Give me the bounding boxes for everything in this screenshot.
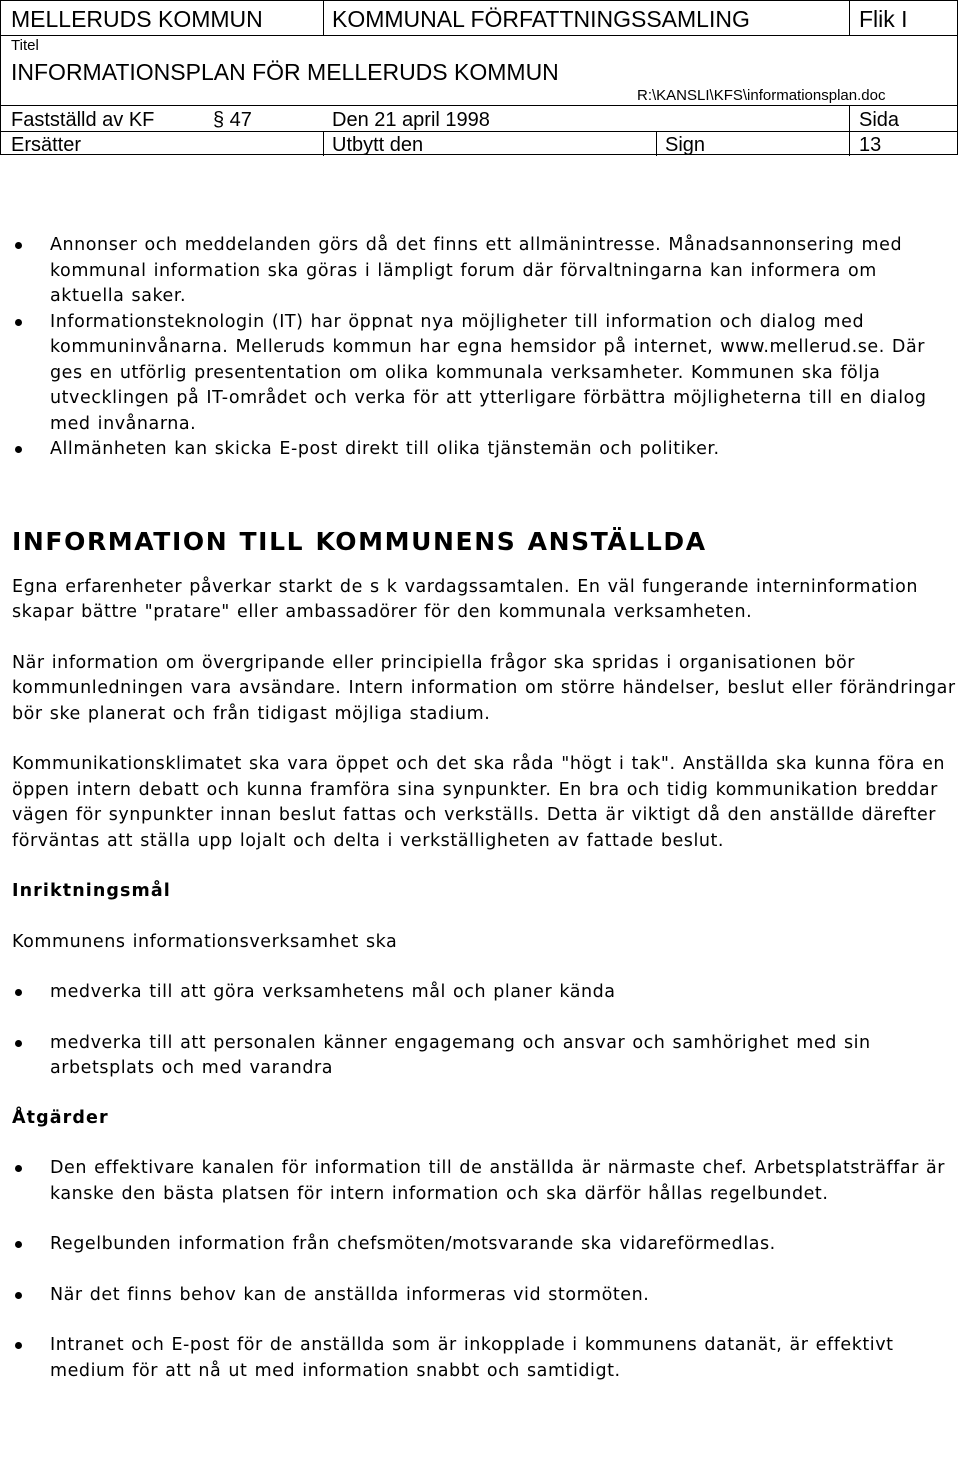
header-row-4 <box>1 133 957 157</box>
page-number: 13 <box>859 134 882 156</box>
list-item: Intranet och E-post för de anställda som är inkopplade i kommunens datanät, är effektivt medium för att nå ut med information snabbt och samtidigt. <box>12 1333 957 1384</box>
file-path: R:\KANSLI\KFS\informationsplan.doc <box>637 87 886 104</box>
document-header <box>0 0 958 155</box>
fastst-label: Fastställd av KF <box>11 109 155 131</box>
list-item: När det finns behov kan de anställda informeras vid stormöten. <box>12 1283 957 1309</box>
paragraph: Egna erfarenheter påverkar starkt de s k vardagssamtalen. En väl fungerande interninformation skapar bättre "pratare" eller ambassadörer för den kommunala verksamheten. <box>12 576 918 622</box>
list-item: Allmänheten kan skicka E-post direkt till olika tjänstemän och politiker. <box>12 437 957 463</box>
bullet-icon <box>15 1241 22 1248</box>
bullet-icon <box>15 989 22 996</box>
header-divider <box>1 35 957 36</box>
utbytt-label: Utbytt den <box>332 134 424 156</box>
header-divider <box>1 105 957 106</box>
bullet-icon <box>15 446 22 453</box>
list-item: Regelbunden information från chefsmöten/motsvarande ska vidareförmedlas. <box>12 1232 957 1258</box>
header-row-1 <box>1 5 957 33</box>
header-divider <box>1 131 957 132</box>
collection-name: KOMMUNAL FÖRFATTNINGSSAMLING <box>332 6 750 32</box>
list-item: Den effektivare kanalen för information till de anställda är närmaste chef. Arbetsplatsträffar är kanske den bästa platsen för intern information och ska därför hållas regelbundet. <box>12 1156 957 1207</box>
goals-list <box>12 980 957 1082</box>
org-name: MELLERUDS KOMMUN <box>11 6 263 32</box>
bullet-icon <box>15 242 22 249</box>
actions-heading: Åtgärder <box>12 1107 109 1128</box>
goals-heading: Inriktningsmål <box>12 881 171 901</box>
bullet-icon <box>15 1292 22 1299</box>
bullet-icon <box>15 319 22 326</box>
intro-bullet-list <box>12 233 957 463</box>
list-item: Annonser och meddelanden görs då det finns ett allmänintresse. Månadsannonsering med kommunal information ska göras i lämpligt forum där förvaltningarna kan informera om aktuella saker. <box>12 233 957 310</box>
header-divider <box>323 1 324 35</box>
paragraph: När information om övergripande eller principiella frågor ska spridas i organisationen bör kommunledningen vara avsändare. Intern information om större händelser, beslut eller förändringar bör ske planerat och från tidigast möjliga stadium. <box>12 652 956 724</box>
actions-list <box>12 1156 957 1384</box>
list-item: Informationsteknologin (IT) har öppnat nya möjligheter till information och dialog med kommuninvånarna. Melleruds kommun har egna hemsidor på internet, www.mellerud.se. Där ges en utförlig presententation om olika kommunala verksamheter. Kommunen ska följa utvecklingen på IT-området och verka för att ytterligare förbättra möjligheterna till en dialog med invånarna. <box>12 310 957 438</box>
paragraph: Kommunikationsklimatet ska vara öppet och det ska råda "högt i tak". Anställda ska kunna föra en öppen intern debatt och kunna framföra sina synpunkter. En bra och tidig kommunikation breddar vägen för synpunkter innan beslut fattas och verkställs. Detta är viktigt då den anställde därefter förväntas att ställa upp lojalt och delta i verkställigheten av fattade beslut. <box>12 754 946 851</box>
bullet-icon <box>15 1165 22 1172</box>
header-divider <box>323 131 324 156</box>
goals-intro: Kommunens informationsverksamhet ska <box>12 931 398 952</box>
sida-label: Sida <box>859 109 900 131</box>
ersatter-label: Ersätter <box>11 134 82 156</box>
list-item: medverka till att personalen känner engagemang och ansvar och samhörighet med sin arbetsplats och med varandra <box>12 1031 957 1082</box>
header-row-3 <box>1 108 957 132</box>
sign-label: Sign <box>665 134 706 156</box>
header-divider <box>656 131 657 156</box>
decision-date: Den 21 april 1998 <box>332 109 490 131</box>
section-title: INFORMATION TILL KOMMUNENS ANSTÄLLDA <box>12 526 707 556</box>
document-body <box>12 233 957 1384</box>
paragraph-number: § 47 <box>213 109 252 131</box>
bullet-icon <box>15 1342 22 1349</box>
title-label: Titel <box>11 37 39 54</box>
flik-label: Flik I <box>859 6 908 32</box>
bullet-icon <box>15 1040 22 1047</box>
header-divider <box>849 1 850 35</box>
document-title: INFORMATIONSPLAN FÖR MELLERUDS KOMMUN <box>11 59 559 85</box>
list-item: medverka till att göra verksamhetens mål och planer kända <box>12 980 957 1006</box>
